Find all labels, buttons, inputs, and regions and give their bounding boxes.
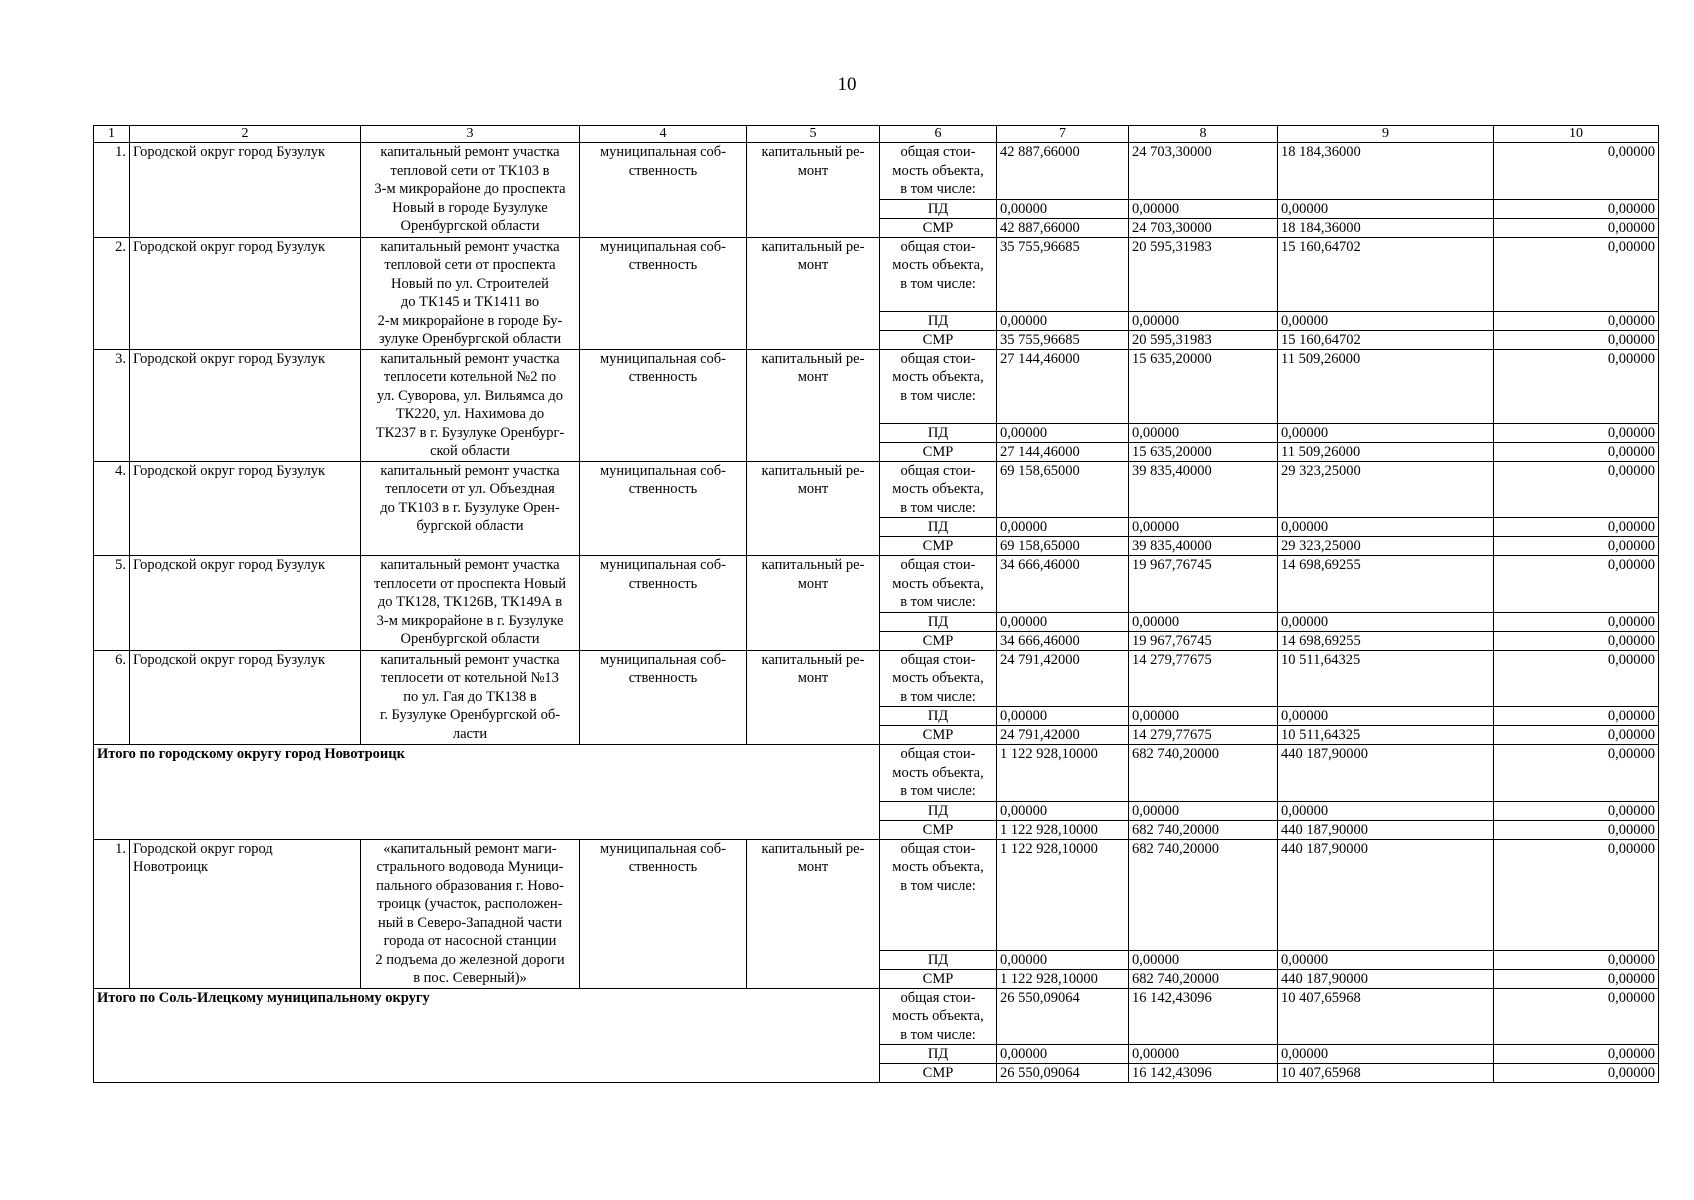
row-number: 5.	[94, 556, 130, 651]
cell-line: монт	[797, 257, 829, 273]
value-cell: 0,00000	[1494, 707, 1659, 726]
cell-line: общая стои-	[900, 746, 976, 762]
value-cell: 0,00000	[1129, 801, 1278, 820]
value-cell: 39 835,40000	[1129, 537, 1278, 556]
value-cell: 0,00000	[1494, 461, 1659, 518]
header-cell: 8	[1129, 126, 1278, 143]
ownership-type	[580, 650, 747, 745]
cell-line: ный в Северо-Западной части	[378, 914, 562, 931]
cell-line: общая стои-	[900, 651, 976, 668]
value-cell: 0,00000	[1494, 556, 1659, 613]
work-type	[747, 650, 880, 745]
pd-label: ПД	[880, 1045, 997, 1064]
value-cell: 0,00000	[1129, 1045, 1278, 1064]
table-row	[94, 556, 1659, 613]
value-cell: 69 158,65000	[997, 537, 1129, 556]
value-cell: 19 967,76745	[1129, 631, 1278, 650]
cell-line: ственность	[628, 257, 698, 273]
value-cell: 0,00000	[1278, 423, 1494, 442]
value-cell: 24 703,30000	[1129, 218, 1278, 237]
smr-label: СМР	[880, 442, 997, 461]
value-cell: 14 698,69255	[1278, 556, 1494, 613]
cell-line: в том числе:	[900, 499, 976, 516]
cell-line: 2 подъема до железной дороги	[375, 951, 565, 968]
value-cell: 14 279,77675	[1129, 650, 1278, 707]
value-cell: 0,00000	[997, 801, 1129, 820]
cell-line: общая стои-	[900, 557, 976, 573]
value-cell: 1 122 928,10000	[997, 839, 1129, 950]
object-description	[361, 461, 580, 556]
cell-line: теплосети от ул. Объездная	[385, 481, 555, 497]
cell-line: муниципальная соб-	[599, 651, 727, 668]
cell-line: капитальный ремонт участка	[380, 651, 560, 668]
cell-line: капитальный ремонт участка	[380, 462, 560, 479]
total-cost-label	[880, 349, 997, 423]
total-cost-label	[880, 745, 997, 802]
cell-line: Оренбургской области	[400, 218, 540, 234]
value-cell: 0,00000	[1494, 801, 1659, 820]
cell-line: Новотроицк	[133, 859, 209, 875]
cell-line: мость объекта,	[892, 481, 984, 497]
smr-label: СМР	[880, 330, 997, 349]
table-row	[94, 839, 1659, 950]
cell-line: ственность	[628, 481, 698, 497]
cell-line: в том числе:	[900, 1026, 976, 1043]
cell-line: Новый в городе Бузулуке	[392, 199, 548, 216]
value-cell: 24 791,42000	[997, 650, 1129, 707]
cell-line: общая стои-	[900, 238, 976, 255]
cell-line: капитальный ре-	[761, 462, 865, 479]
cell-line: бургской области	[416, 518, 524, 534]
value-cell: 0,00000	[1494, 726, 1659, 745]
object-description	[361, 556, 580, 651]
ownership-type	[580, 461, 747, 556]
cell-line: капитальный ремонт участка	[380, 144, 560, 160]
cell-line: троицк (участок, расположен-	[377, 896, 563, 912]
total-label: Итого по Соль-Илецкому муниципальному округу	[94, 988, 880, 1083]
value-cell: 26 550,09064	[997, 1064, 1129, 1083]
value-cell: 0,00000	[1494, 442, 1659, 461]
district-name: Городской округ город Бузулук	[130, 556, 361, 651]
cell-line: до ТК145 и ТК1411 во	[400, 294, 540, 310]
value-cell: 682 740,20000	[1129, 839, 1278, 950]
header-cell: 9	[1278, 126, 1494, 143]
work-type	[747, 461, 880, 556]
cell-line: мость объекта,	[892, 575, 984, 592]
value-cell: 0,00000	[997, 950, 1129, 969]
value-cell: 440 187,90000	[1278, 839, 1494, 950]
cell-line: муниципальная соб-	[599, 238, 727, 255]
value-cell: 26 550,09064	[997, 988, 1129, 1045]
work-type	[747, 839, 880, 988]
smr-label: СМР	[880, 969, 997, 988]
cell-line: стрального водовода Муници-	[376, 859, 564, 875]
value-cell: 440 187,90000	[1278, 745, 1494, 802]
cell-line: капитальный ре-	[761, 144, 865, 160]
value-cell: 0,00000	[1494, 423, 1659, 442]
value-cell: 0,00000	[1494, 537, 1659, 556]
value-cell: 15 635,20000	[1129, 442, 1278, 461]
cell-line: монт	[797, 481, 829, 497]
value-cell: 11 509,26000	[1278, 349, 1494, 423]
row-number: 1.	[94, 839, 130, 988]
value-cell: 0,00000	[1494, 1064, 1659, 1083]
cell-line: в том числе:	[900, 877, 976, 894]
cell-line: тепловой сети от ТК103 в	[390, 162, 550, 179]
value-cell: 0,00000	[1494, 745, 1659, 802]
value-cell: 35 755,96685	[997, 237, 1129, 311]
value-cell: 0,00000	[1494, 199, 1659, 218]
cell-line: 3-м микрорайоне в г. Бузулуке	[376, 612, 564, 629]
work-type	[747, 349, 880, 461]
value-cell: 20 595,31983	[1129, 330, 1278, 349]
ownership-type	[580, 143, 747, 238]
value-cell: 0,00000	[1278, 1045, 1494, 1064]
header-cell: 7	[997, 126, 1129, 143]
value-cell: 10 407,65968	[1278, 1064, 1494, 1083]
cell-line: мость объекта,	[892, 1008, 984, 1024]
budget-table	[93, 125, 1659, 1083]
work-type	[747, 143, 880, 238]
cell-line: 2-м микрорайоне в городе Бу-	[377, 312, 563, 329]
cell-line: мость объекта,	[892, 670, 984, 686]
value-cell: 10 511,64325	[1278, 726, 1494, 745]
value-cell: 16 142,43096	[1129, 1064, 1278, 1083]
cell-line: теплосети котельной №2 по	[383, 369, 557, 385]
value-cell: 1 122 928,10000	[997, 745, 1129, 802]
value-cell: 0,00000	[1494, 1045, 1659, 1064]
total-cost-label	[880, 988, 997, 1045]
value-cell: 0,00000	[997, 612, 1129, 631]
total-cost-label	[880, 650, 997, 707]
object-description	[361, 349, 580, 461]
cell-line: ственность	[628, 162, 698, 179]
total-cost-label	[880, 237, 997, 311]
value-cell: 18 184,36000	[1278, 143, 1494, 200]
cell-line: в том числе:	[900, 688, 976, 705]
work-type	[747, 556, 880, 651]
cell-line: ственность	[628, 575, 698, 592]
row-number: 4.	[94, 461, 130, 556]
value-cell: 0,00000	[1494, 839, 1659, 950]
value-cell: 35 755,96685	[997, 330, 1129, 349]
value-cell: 16 142,43096	[1129, 988, 1278, 1045]
cell-line: мость объекта,	[892, 369, 984, 385]
total-row	[94, 988, 1659, 1045]
cell-line: мость объекта,	[892, 764, 984, 781]
value-cell: 15 160,64702	[1278, 237, 1494, 311]
header-cell: 2	[130, 126, 361, 143]
cell-line: до ТК103 в г. Бузулуке Орен-	[380, 499, 560, 516]
cell-line: ул. Суворова, ул. Вильямса до	[376, 387, 564, 404]
value-cell: 14 698,69255	[1278, 631, 1494, 650]
value-cell: 0,00000	[1494, 218, 1659, 237]
value-cell: 14 279,77675	[1129, 726, 1278, 745]
value-cell: 27 144,46000	[997, 349, 1129, 423]
value-cell: 34 666,46000	[997, 631, 1129, 650]
cell-line: капитальный ремонт участка	[380, 238, 560, 255]
value-cell: 682 740,20000	[1129, 969, 1278, 988]
value-cell: 0,00000	[997, 423, 1129, 442]
district-name	[130, 839, 361, 988]
value-cell: 29 323,25000	[1278, 461, 1494, 518]
cell-line: капитальный ре-	[761, 557, 865, 573]
value-cell: 0,00000	[1129, 311, 1278, 330]
value-cell: 0,00000	[1494, 349, 1659, 423]
pd-label: ПД	[880, 311, 997, 330]
value-cell: 0,00000	[1494, 988, 1659, 1045]
value-cell: 0,00000	[1494, 612, 1659, 631]
value-cell: 440 187,90000	[1278, 820, 1494, 839]
value-cell: 682 740,20000	[1129, 745, 1278, 802]
cell-line: муниципальная соб-	[599, 840, 727, 857]
cell-line: по ул. Гая до ТК138 в	[403, 688, 537, 705]
cell-line: ласти	[452, 725, 488, 742]
total-label: Итого по городскому округу город Новотроицк	[94, 745, 880, 840]
value-cell: 0,00000	[1278, 950, 1494, 969]
cell-line: общая стои-	[900, 144, 976, 160]
smr-label: СМР	[880, 631, 997, 650]
cell-line: общая стои-	[900, 462, 976, 479]
district-name: Городской округ город Бузулук	[130, 143, 361, 238]
value-cell: 0,00000	[1278, 612, 1494, 631]
header-cell: 3	[361, 126, 580, 143]
row-number: 3.	[94, 349, 130, 461]
cell-line: Оренбургской области	[400, 631, 540, 647]
header-cell: 1	[94, 126, 130, 143]
header-cell: 4	[580, 126, 747, 143]
value-cell: 15 160,64702	[1278, 330, 1494, 349]
value-cell: 42 887,66000	[997, 218, 1129, 237]
district-name: Городской округ город Бузулук	[130, 237, 361, 349]
district-name: Городской округ город Бузулук	[130, 650, 361, 745]
object-description	[361, 839, 580, 988]
ownership-type	[580, 839, 747, 988]
pd-label: ПД	[880, 801, 997, 820]
cell-line: теплосети от котельной №13	[381, 670, 559, 686]
ownership-type	[580, 556, 747, 651]
cell-line: муниципальная соб-	[599, 144, 727, 160]
value-cell: 24 791,42000	[997, 726, 1129, 745]
header-cell: 6	[880, 126, 997, 143]
value-cell: 0,00000	[1494, 311, 1659, 330]
value-cell: 0,00000	[1129, 199, 1278, 218]
cell-line: в том числе:	[900, 594, 976, 610]
cell-line: монт	[797, 162, 829, 179]
cell-line: общая стои-	[900, 989, 976, 1006]
value-cell: 0,00000	[1494, 143, 1659, 200]
cell-line: ТК237 в г. Бузулуке Оренбург-	[375, 424, 565, 441]
value-cell: 69 158,65000	[997, 461, 1129, 518]
row-number: 2.	[94, 237, 130, 349]
value-cell: 19 967,76745	[1129, 556, 1278, 613]
cell-line: капитальный ре-	[761, 350, 865, 367]
cell-line: ственность	[628, 670, 698, 686]
cell-line: капитальный ре-	[761, 238, 865, 255]
cell-line: муниципальная соб-	[599, 350, 727, 367]
value-cell: 0,00000	[1494, 950, 1659, 969]
cell-line: «капитальный ремонт маги-	[383, 840, 557, 857]
value-cell: 0,00000	[1278, 199, 1494, 218]
value-cell: 0,00000	[1129, 423, 1278, 442]
total-cost-label	[880, 556, 997, 613]
value-cell: 0,00000	[1278, 707, 1494, 726]
value-cell: 0,00000	[1129, 612, 1278, 631]
value-cell: 0,00000	[1278, 801, 1494, 820]
value-cell: 0,00000	[1494, 631, 1659, 650]
table-row	[94, 143, 1659, 200]
value-cell: 0,00000	[997, 707, 1129, 726]
cell-line: капитальный ремонт участка	[380, 557, 560, 573]
cell-line: мость объекта,	[892, 859, 984, 875]
value-cell: 440 187,90000	[1278, 969, 1494, 988]
district-name: Городской округ город Бузулук	[130, 461, 361, 556]
cell-line: общая стои-	[900, 840, 976, 857]
cell-line: капитальный ре-	[761, 651, 865, 668]
work-type	[747, 237, 880, 349]
value-cell: 0,00000	[997, 1045, 1129, 1064]
cell-line: общая стои-	[900, 350, 976, 367]
table-row	[94, 349, 1659, 423]
value-cell: 0,00000	[1278, 518, 1494, 537]
object-description	[361, 143, 580, 238]
value-cell: 0,00000	[1129, 707, 1278, 726]
value-cell: 24 703,30000	[1129, 143, 1278, 200]
value-cell: 10 407,65968	[1278, 988, 1494, 1045]
cell-line: ственность	[628, 859, 698, 875]
total-cost-label	[880, 143, 997, 200]
smr-label: СМР	[880, 537, 997, 556]
cell-line: г. Бузулуке Оренбургской об-	[379, 707, 561, 723]
table-row	[94, 237, 1659, 311]
cell-line: Новый по ул. Строителей	[391, 275, 549, 292]
cell-line: монт	[797, 369, 829, 385]
pd-label: ПД	[880, 707, 997, 726]
value-cell: 0,00000	[1494, 237, 1659, 311]
cell-line: ТК220, ул. Нахимова до	[395, 406, 545, 422]
pd-label: ПД	[880, 518, 997, 537]
table-row	[94, 650, 1659, 707]
value-cell: 1 122 928,10000	[997, 969, 1129, 988]
cell-line: до ТК128, ТК126В, ТК149А в	[377, 594, 563, 610]
cell-line: в том числе:	[900, 387, 976, 404]
value-cell: 0,00000	[1278, 311, 1494, 330]
ownership-type	[580, 349, 747, 461]
cell-line: пального образования г. Ново-	[376, 877, 564, 894]
value-cell: 0,00000	[997, 518, 1129, 537]
cell-line: в пос. Северный)»	[413, 970, 527, 986]
value-cell: 20 595,31983	[1129, 237, 1278, 311]
cell-line: капитальный ре-	[761, 840, 865, 857]
cell-line: ской области	[430, 443, 510, 459]
smr-label: СМР	[880, 218, 997, 237]
value-cell: 10 511,64325	[1278, 650, 1494, 707]
value-cell: 0,00000	[1494, 650, 1659, 707]
table-row	[94, 461, 1659, 518]
smr-label: СМР	[880, 726, 997, 745]
value-cell: 11 509,26000	[1278, 442, 1494, 461]
object-description	[361, 650, 580, 745]
value-cell: 15 635,20000	[1129, 349, 1278, 423]
cell-line: мость объекта,	[892, 257, 984, 273]
value-cell: 1 122 928,10000	[997, 820, 1129, 839]
page-number: 10	[837, 74, 857, 95]
pd-label: ПД	[880, 423, 997, 442]
value-cell: 27 144,46000	[997, 442, 1129, 461]
value-cell: 0,00000	[1494, 330, 1659, 349]
value-cell: 682 740,20000	[1129, 820, 1278, 839]
row-number: 6.	[94, 650, 130, 745]
cell-line: ственность	[628, 369, 698, 385]
cell-line: в том числе:	[900, 275, 976, 292]
value-cell: 18 184,36000	[1278, 218, 1494, 237]
total-row	[94, 745, 1659, 802]
header-cell: 10	[1494, 126, 1659, 143]
value-cell: 42 887,66000	[997, 143, 1129, 200]
cell-line: 3-м микрорайоне до проспекта	[374, 181, 566, 197]
cell-line: мость объекта,	[892, 162, 984, 179]
pd-label: ПД	[880, 950, 997, 969]
header-cell: 5	[747, 126, 880, 143]
cell-line: монт	[797, 575, 829, 592]
value-cell: 29 323,25000	[1278, 537, 1494, 556]
pd-label: ПД	[880, 199, 997, 218]
cell-line: теплосети от проспекта Новый	[374, 575, 566, 592]
value-cell: 0,00000	[1494, 820, 1659, 839]
object-description	[361, 237, 580, 349]
value-cell: 0,00000	[1494, 518, 1659, 537]
value-cell: 0,00000	[997, 311, 1129, 330]
district-name: Городской округ город Бузулук	[130, 349, 361, 461]
cell-line: муниципальная соб-	[599, 462, 727, 479]
header-row	[94, 126, 1659, 143]
pd-label: ПД	[880, 612, 997, 631]
ownership-type	[580, 237, 747, 349]
value-cell: 0,00000	[1494, 969, 1659, 988]
cell-line: монт	[797, 859, 829, 875]
cell-line: тепловой сети от проспекта	[384, 257, 556, 273]
value-cell: 34 666,46000	[997, 556, 1129, 613]
total-cost-label	[880, 461, 997, 518]
value-cell: 39 835,40000	[1129, 461, 1278, 518]
smr-label: СМР	[880, 1064, 997, 1083]
cell-line: монт	[797, 670, 829, 686]
row-number: 1.	[94, 143, 130, 238]
cell-line: зулуке Оренбургской области	[378, 331, 562, 347]
total-cost-label	[880, 839, 997, 950]
cell-line: капитальный ремонт участка	[380, 350, 560, 367]
cell-line: города от насосной станции	[383, 933, 557, 949]
smr-label: СМР	[880, 820, 997, 839]
value-cell: 0,00000	[1129, 950, 1278, 969]
cell-line: в том числе:	[900, 783, 976, 799]
cell-line: в том числе:	[900, 181, 976, 197]
cell-line: Городской округ город	[133, 840, 273, 857]
value-cell: 0,00000	[1129, 518, 1278, 537]
cell-line: муниципальная соб-	[599, 557, 727, 573]
value-cell: 0,00000	[997, 199, 1129, 218]
